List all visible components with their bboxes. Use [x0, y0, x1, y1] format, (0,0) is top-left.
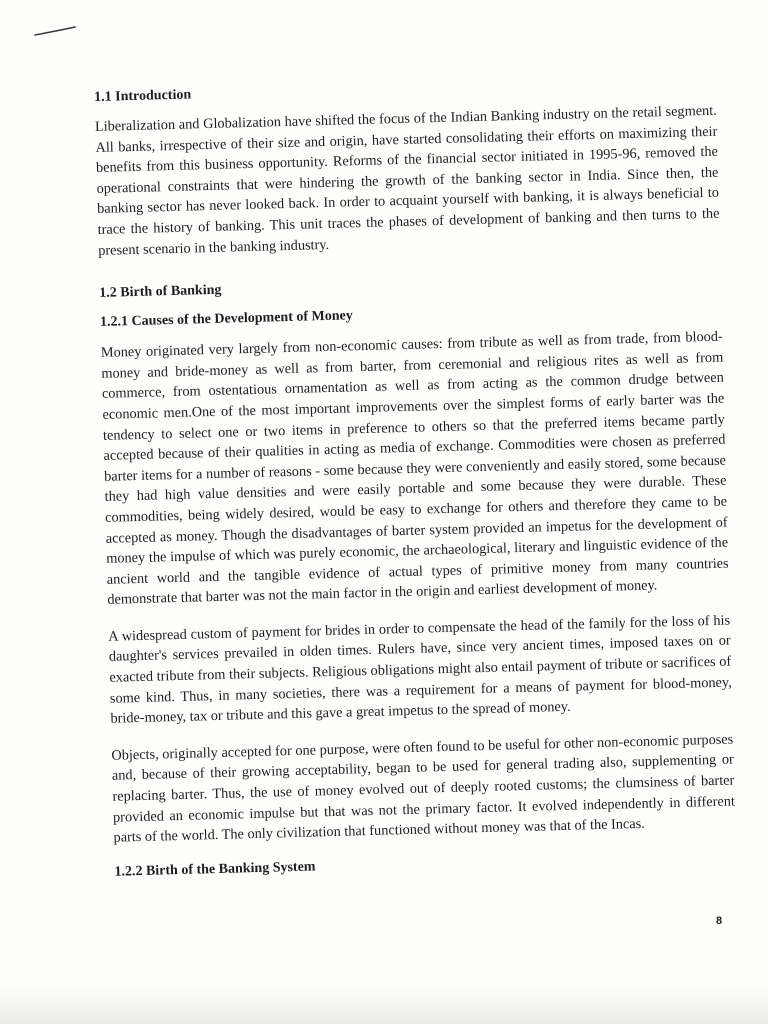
- paragraph-causes-1: Money originated very largely from non-economic causes: from tribute as well as from trade, from blood-money and bride-money as well as from barter, from ceremonial and religious rites as well as from commerce, from ostentatious ornamentation as well as from acting as the common drudge between economic men.One of the most important improvements over the simplest forms of early barter was the tendency to select one or two items in preference to others so that the preferred items became partly accepted because of their qualities in acting as media of exchange. Commodities were chosen as preferred barter items for a number of reasons - some because they were conveniently and easily stored, some because they had high value densities and were easily portable and some because they were durable. These commodities, being widely desired, would be easy to exchange for others and therefore they came to be accepted as money. Though the disadvantages of barter system provided an impetus for the development of money the impulse of which was purely economic, the archaeological, literary and linguistic evidence of the ancient world and the tangible evidence of actual types of primitive money from many countries demonstrate that barter was not the main factor in the origin and earliest development of money.: [100, 328, 729, 609]
- section-heading-birth-of-banking: 1.2 Birth of Banking: [99, 282, 222, 302]
- scan-edge-shadow: [0, 984, 768, 1024]
- paragraph-causes-3: Objects, originally accepted for one purpose, were often found to be useful for other non-economic purposes and, because of their growing acceptability, began to be used for general trading also, supplementing or replacing barter. Thus, the use of money evolved out of deeply rooted customs; the clumsiness of barter provided an economic impulse but that was not the primary factor. It evolved independently in different parts of the world. The only civilization that functioned without money was that of the Incas.: [111, 731, 736, 846]
- document-page: [94, 74, 736, 881]
- page-number: 8: [716, 915, 723, 927]
- subsection-heading-birth-of-banking-system: 1.2.2 Birth of the Banking System: [114, 859, 316, 880]
- paragraph-introduction: Liberalization and Globalization have shifted the focus of the Indian Banking industry on the retail segment. All banks, irrespective of their size and origin, have started consolidating their efforts on maximizing their benefits from this business opportunity. Reforms of the financial sector initiated in 1995-96, removed the operational constraints that were hindering the growth of the banking sector in India. Since then, the banking sector has never looked back. In order to acquaint yourself with banking, it is always beneficial to trace the history of banking. This unit traces the phases of development of banking and then turns to the present scenario in the banking industry.: [94, 102, 720, 259]
- section-heading-introduction: 1.1 Introduction: [94, 87, 192, 105]
- paragraph-causes-2: A widespread custom of payment for brides in order to compensate the head of the family for the loss of his daughter's services prevailed in olden times. Rulers have, since very ancient times, imposed taxes on or exacted tribute from their subjects. Religious obligations might also entail payment of tribute or sacrifices of some kind. Thus, in many societies, there was a requirement for a means of payment for blood-money, bride-money, tax or tribute and this gave a great impetus to the spread of money.: [108, 612, 732, 728]
- subsection-heading-causes-of-money: 1.2.1 Causes of the Development of Money: [99, 308, 353, 331]
- pen-mark-icon: [33, 24, 77, 38]
